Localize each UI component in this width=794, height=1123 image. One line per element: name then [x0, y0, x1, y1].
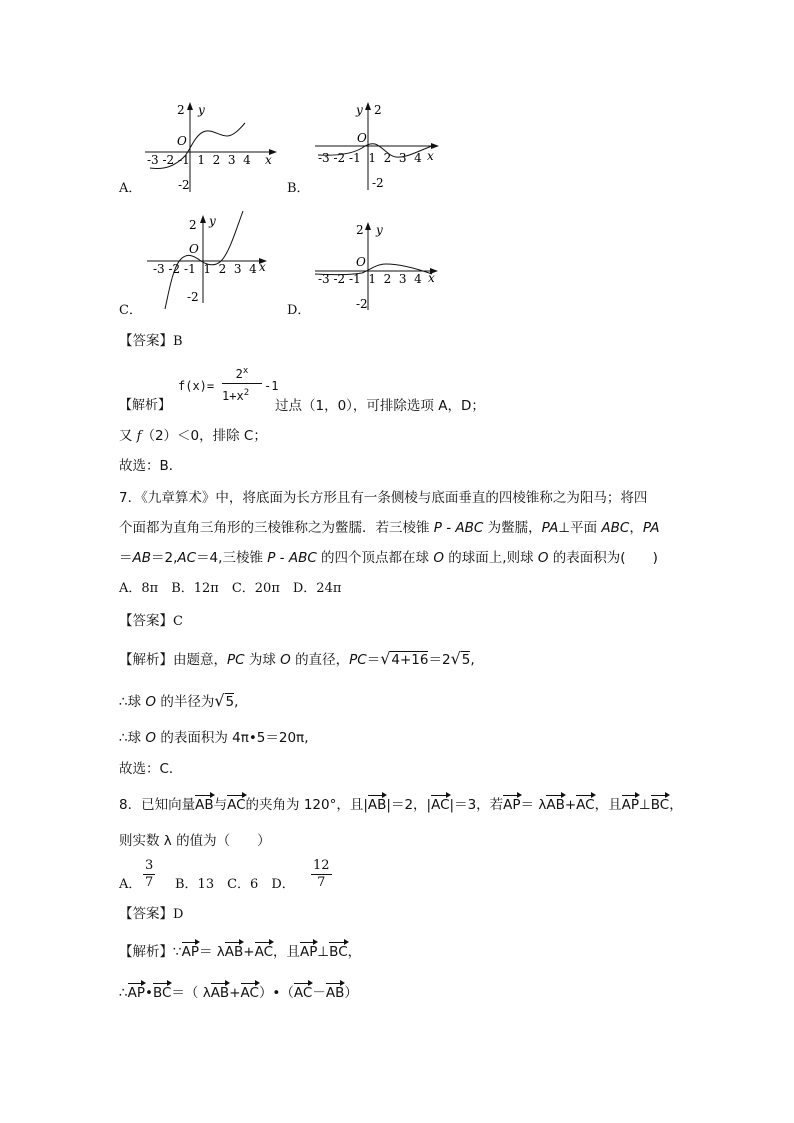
q6-conclusion: 故选：B．: [119, 458, 183, 474]
text: +: [243, 944, 255, 960]
graph-d-svg: [300, 218, 450, 313]
text: ）: [344, 985, 358, 1001]
text: ＝4,三棱锥: [196, 550, 268, 566]
text: 的表面积为 4π•5＝20π,: [156, 730, 309, 746]
vector-ac: AC: [254, 944, 274, 960]
graph-b-origin: O: [357, 131, 367, 145]
text: 个面都为直角三角形的三棱锥称之为鳖臑．若三棱锥: [119, 520, 434, 536]
formula-numerator: [229, 366, 255, 381]
text: 的四个顶点都在球: [316, 550, 434, 566]
denominator: 7: [145, 875, 154, 890]
text: 8．已知向量: [119, 797, 196, 813]
graph-c-ybottom: -2: [187, 290, 199, 304]
fraction-bar: [222, 383, 262, 384]
analysis-label: 【解析】: [119, 944, 173, 960]
sqrt-sign: √: [214, 691, 225, 710]
text: ）•（: [258, 985, 294, 1001]
text: （2）＜0，排除 C；: [141, 428, 267, 444]
math: AB: [132, 550, 151, 566]
text: ，: [347, 944, 362, 960]
text: +: [564, 797, 577, 813]
text: ∵: [173, 944, 182, 960]
math: AC: [177, 550, 197, 566]
text: ＝2,: [151, 550, 178, 566]
num-sup: x: [242, 366, 249, 376]
graph-a-ytop: 2: [177, 103, 185, 117]
option-a-label: A．: [119, 181, 142, 196]
text: ＝ λ: [520, 797, 547, 813]
text: ∴球: [119, 694, 146, 710]
q7-line2: [119, 520, 660, 536]
option-c-label: C．: [119, 303, 142, 318]
answer-label: 【答案】: [119, 333, 173, 349]
text: ∴: [119, 985, 128, 1001]
vector-ab: AB: [325, 985, 345, 1001]
text: |＝3，若: [449, 797, 504, 813]
q6-analysis-text: 过点（1，0），可排除选项 A，D；: [275, 398, 485, 414]
vector-ab: AB: [224, 944, 244, 960]
math: O: [433, 550, 444, 566]
graph-b-xticks: -3 -2 -1 1 2 3 4: [318, 151, 422, 165]
numerator: 12: [313, 858, 330, 873]
math: PA: [541, 520, 559, 536]
text: 为鳖臑，: [483, 520, 542, 536]
math: PC: [349, 652, 367, 668]
numerator: 3: [145, 858, 154, 873]
graph-b-xlabel: x: [427, 149, 434, 163]
sqrt-sign: √: [380, 649, 391, 668]
vector-ap: AP: [503, 797, 521, 813]
vector-ap: AP: [300, 944, 318, 960]
text: 与: [213, 797, 228, 813]
vector-ap: AP: [127, 985, 145, 1001]
formula-tail: -1: [264, 379, 279, 393]
option-a: A．: [119, 877, 142, 892]
text: ＝ λ: [198, 944, 225, 960]
vector-ac: AC: [431, 797, 450, 813]
q6-answer: [119, 333, 183, 350]
q7-solution-line3: [119, 730, 308, 746]
perp-symbol: ⊥: [317, 944, 330, 960]
q7-solution-line2: [119, 693, 238, 710]
graph-d-ybottom: -2: [356, 297, 368, 311]
q6-line2: [119, 428, 267, 445]
graph-a-xticks: -3 -2 -1 1 2 3 4: [147, 153, 251, 167]
text: 由题意，: [173, 652, 227, 668]
q7-conclusion: 故选：C．: [119, 761, 183, 777]
q8-solution-line1: [119, 944, 361, 960]
q7-solution-line1: [119, 651, 475, 668]
sqrt-content: 4+16: [391, 652, 429, 668]
options-bcd: B．13 C．6 D．: [175, 877, 295, 892]
text: ∴球: [119, 730, 146, 746]
graph-d-ylabel: y: [376, 223, 383, 237]
vector-bc: BC: [650, 797, 670, 813]
text: 的表面积为( ): [548, 550, 658, 566]
answer-label: 【答案】: [119, 906, 173, 922]
math: ABC: [601, 520, 630, 536]
math: O: [537, 550, 549, 566]
graph-d-xticks: -3 -2 -1 1 2 3 4: [318, 272, 422, 286]
text: ,: [234, 694, 239, 710]
vector-ap: AP: [181, 944, 199, 960]
graph-d-xlabel: x: [428, 271, 435, 285]
math: O: [280, 652, 291, 668]
text: ，且: [594, 797, 622, 813]
q8-answer: [119, 906, 183, 923]
math: PC: [227, 652, 245, 668]
sqrt-sign: √: [450, 649, 461, 668]
analysis-label: 【解析】: [119, 652, 173, 668]
text: ＝: [366, 652, 381, 668]
option-d-fraction: [311, 858, 332, 891]
text: 的半径为: [156, 694, 215, 710]
vector-ab: AB: [195, 797, 214, 813]
option-d-label: D．: [287, 303, 311, 318]
vector-ab: AB: [367, 797, 387, 813]
vector-ac: AC: [227, 797, 246, 813]
graph-c-ytop: 2: [189, 218, 197, 232]
q8-line2: 则实数 λ 的值为（ ）: [119, 833, 271, 849]
text: ＝（ λ: [171, 985, 211, 1001]
den-base: 1+x: [222, 389, 244, 403]
vector-bc: BC: [152, 985, 172, 1001]
graph-a-origin: O: [177, 134, 187, 148]
answer-value: B: [173, 334, 183, 349]
perp-symbol: ⊥: [638, 797, 651, 813]
text: ，: [629, 520, 643, 536]
text: 的夹角为 120°，且|: [245, 797, 368, 813]
vector-ac: AC: [240, 985, 259, 1001]
graph-b-ybottom: -2: [372, 176, 384, 190]
math: PA: [642, 520, 660, 536]
graph-c-xticks: -3 -2 -1 1 2 3 4: [153, 262, 257, 276]
text: ＝: [119, 550, 133, 566]
text: 为球: [244, 652, 281, 668]
math: P - ABC: [433, 520, 484, 536]
graph-c-xlabel: x: [259, 260, 266, 274]
answer-label: 【答案】: [119, 613, 173, 629]
math: P - ABC: [267, 550, 317, 566]
q7-line1: 7．《九章算术》中，将底面为长方形且有一条侧棱与底面垂直的四棱锥称之为阳马；将四: [119, 490, 648, 506]
q8-solution-line2: [119, 985, 358, 1001]
q7-options: A．8π B．12π C．20π D．24π: [119, 581, 342, 596]
q8-line1: [119, 797, 683, 813]
graph-a-ybottom: -2: [178, 178, 190, 192]
option-b-label: B．: [287, 181, 310, 196]
dot-symbol: •: [144, 985, 153, 1001]
text: |＝2，|: [386, 797, 432, 813]
text: ,: [470, 652, 475, 668]
graph-c-origin: O: [189, 242, 199, 256]
graph-a-xlabel: x: [265, 153, 272, 167]
vector-ab: AB: [546, 797, 565, 813]
text: +: [229, 985, 241, 1001]
text: 的直径，: [290, 652, 350, 668]
graph-a-ylabel: y: [198, 103, 205, 117]
option-a-fraction: [143, 858, 155, 891]
q7-line3: [119, 550, 658, 566]
graph-d-ytop: 2: [356, 223, 364, 237]
text: －: [312, 985, 326, 1001]
sqrt-content: 5: [461, 652, 471, 668]
graph-b-ylabel: y: [356, 103, 363, 117]
func-f: f: [136, 429, 142, 444]
text: 又: [119, 428, 133, 444]
text: ⊥平面: [558, 520, 602, 536]
vector-ap: AP: [621, 797, 639, 813]
graph-d-origin: O: [356, 255, 366, 269]
graph-c-svg: [135, 207, 285, 312]
vector-ac: AC: [293, 985, 313, 1001]
text: ＝2: [428, 652, 451, 668]
answer-value: C: [173, 614, 183, 629]
formula-denominator: [222, 388, 249, 403]
graph-c-ylabel: y: [209, 214, 216, 228]
graph-b-ytop: 2: [374, 103, 382, 117]
text: 的球面上,则球: [444, 550, 538, 566]
vector-bc: BC: [329, 944, 348, 960]
den-sup: 2: [243, 388, 250, 398]
text: ，且: [273, 944, 301, 960]
q7-answer: [119, 613, 183, 630]
text: ，: [669, 797, 683, 813]
answer-value: D: [173, 907, 184, 922]
q6-analysis-label: 【解析】: [119, 398, 172, 413]
vector-ab: AB: [210, 985, 230, 1001]
formula-lhs: f(x)=: [178, 379, 215, 393]
denominator: 7: [317, 875, 326, 890]
math: O: [145, 694, 157, 710]
graph-b-svg: [300, 98, 450, 196]
sqrt-content: 5: [225, 694, 235, 710]
vector-ac: AC: [576, 797, 595, 813]
num-base: 2: [235, 367, 243, 381]
math: O: [145, 730, 157, 746]
